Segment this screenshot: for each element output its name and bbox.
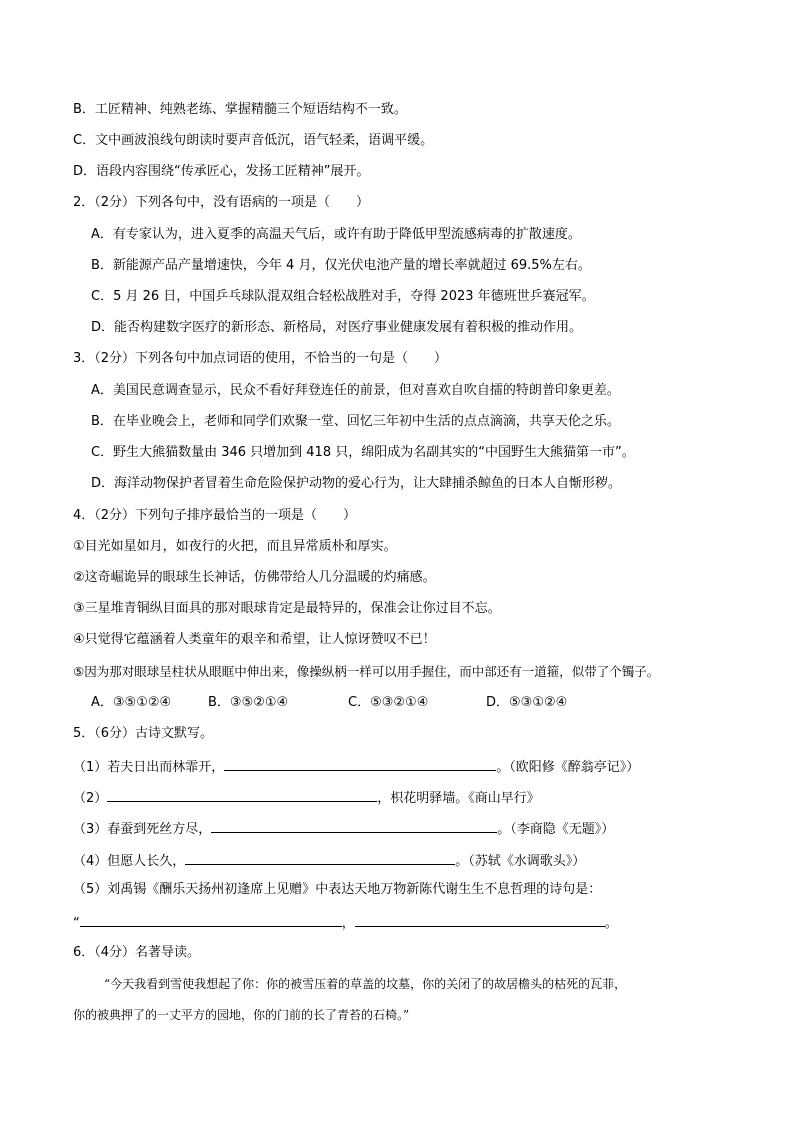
q5-item-3-prefix: （3）春蚕到死丝方尽， <box>73 822 212 837</box>
q5-item-2-blank[interactable] <box>107 787 377 802</box>
q5-item-3 <box>73 818 614 839</box>
q6-quote-line-1: “今天我看到雪使我想起了你：你的被雪压着的草盖的坟墓，你的关闭了的故居檐头的枯死的瓦菲， <box>104 977 627 991</box>
q6-stem: 6．（4分）名著导读。 <box>73 945 201 960</box>
q4-choice-b: B．③⑤②①④ <box>208 695 289 710</box>
q5-item-4-blank[interactable] <box>185 850 455 865</box>
q5-item-2-prefix: （2） <box>73 791 108 806</box>
q5-item-5-blank-2[interactable] <box>355 912 605 927</box>
q3-option-a: A．美国民意调查显示，民众不看好拜登连任的前景，但对喜欢自吹自擂的特朗普印象更差。 <box>91 383 620 398</box>
q2-option-c: C．5 月 26 日，中国乒乓球队混双组合轻松战胜对手，夺得 2023 年德班世乒赛冠军。 <box>91 289 595 304</box>
q2-option-b: B．新能源产品产量增速快，今年 4 月，仅光伏电池产量的增长率就超过 69.5%左右。 <box>91 258 591 273</box>
q5-item-3-suffix: 。（李商隐《无题》） <box>497 822 615 837</box>
q3-stem: 3．（2分）下列各句中加点词语的使用，不恰当的一句是（ ） <box>73 351 448 366</box>
q5-item-5-answer <box>73 912 618 933</box>
q5-item-1-suffix: 。（欧阳修《醉翁亭记》） <box>496 760 640 775</box>
q4-choice-c: C．⑤③②①④ <box>348 695 429 710</box>
q4-sentence-5: ⑤因为那对眼球呈柱状从眼眶中伸出来，像操纵柄一样可以用手握住，而中部还有一道箍，似带了个镯子。 <box>73 664 660 679</box>
q5-item-5-comma: ， <box>341 916 355 931</box>
q5-item-1-blank[interactable] <box>224 756 496 771</box>
q1-option-c: C．文中画波浪线句朗读时要声音低沉，语气轻柔，语调平缓。 <box>73 133 434 148</box>
q2-stem: 2．（2分）下列各句中，没有语病的一项是（ ） <box>73 195 370 210</box>
q5-item-4 <box>73 850 585 871</box>
q5-item-5-blank-1[interactable] <box>80 912 342 927</box>
q5-item-4-prefix: （4）但愿人长久， <box>73 854 186 869</box>
q5-item-1 <box>73 756 639 777</box>
q5-item-4-suffix: 。（苏轼《水调歌头》） <box>455 854 586 869</box>
q1-option-b: B．工匠精神、纯熟老练、掌握精髓三个短语结构不一致。 <box>73 102 407 117</box>
q6-quote-line-2: 你的被典押了的一丈平方的园地，你的门前的长了青苔的石椅。” <box>73 1008 410 1022</box>
q4-sentence-1: ①目光如星如月，如夜行的火把，而且异常质朴和厚实。 <box>73 539 397 554</box>
q3-option-c: C．野生大熊猫数量由 346 只增加到 418 只，绵阳成为名副其实的“中国野生大熊猫第一市”。 <box>91 445 635 460</box>
q5-item-1-prefix: （1）若夫日出而林霏开， <box>73 760 225 775</box>
q5-item-5-period: 。 <box>604 916 618 931</box>
q1-option-d: D．语段内容围绕“传承匠心，发扬工匠精神”展开。 <box>73 164 370 179</box>
q5-item-5: （5）刘禹锡《酬乐天扬州初逢席上见赠》中表达天地万物新陈代谢生生不息哲理的诗句是： <box>73 882 602 897</box>
q3-option-b: B．在毕业晚会上，老师和同学们欢聚一堂、回忆三年初中生活的点点滴滴，共享天伦之乐。 <box>91 414 620 429</box>
q5-item-5-open-quote: “ <box>73 916 80 931</box>
q4-sentence-2: ②这奇崛诡异的眼球生长神话，仿佛带给人几分温暖的灼痛感。 <box>73 570 436 585</box>
q4-stem: 4．（2分）下列句子排序最恰当的一项是（ ） <box>73 508 357 523</box>
q5-item-2 <box>73 787 540 808</box>
q4-sentence-3: ③三星堆青铜纵目面具的那对眼球肯定是最特异的，保准会让你过目不忘。 <box>73 601 501 616</box>
q5-item-2-suffix: ，枳花明驿墙。《商山早行》 <box>377 791 540 806</box>
q4-choice-d: D．⑤③①②④ <box>486 695 568 710</box>
q2-option-a: A．有专家认为，进入夏季的高温天气后，或许有助于降低甲型流感病毒的扩散速度。 <box>91 227 581 242</box>
q4-choice-a: A．③⑤①②④ <box>91 695 172 710</box>
q5-stem: 5．（6分）古诗文默写。 <box>73 726 214 741</box>
q4-sentence-4: ④只觉得它蕴涵着人类童年的艰辛和希望，让人惊讶赞叹不已！ <box>73 632 436 647</box>
q2-option-d: D．能否构建数字医疗的新形态、新格局，对医疗事业健康发展有着积极的推动作用。 <box>91 320 583 335</box>
q5-item-3-blank[interactable] <box>211 818 497 833</box>
q3-option-d: D．海洋动物保护者冒着生命危险保护动物的爱心行为，让大肆捕杀鲸鱼的日本人自惭形秽。 <box>91 476 622 491</box>
